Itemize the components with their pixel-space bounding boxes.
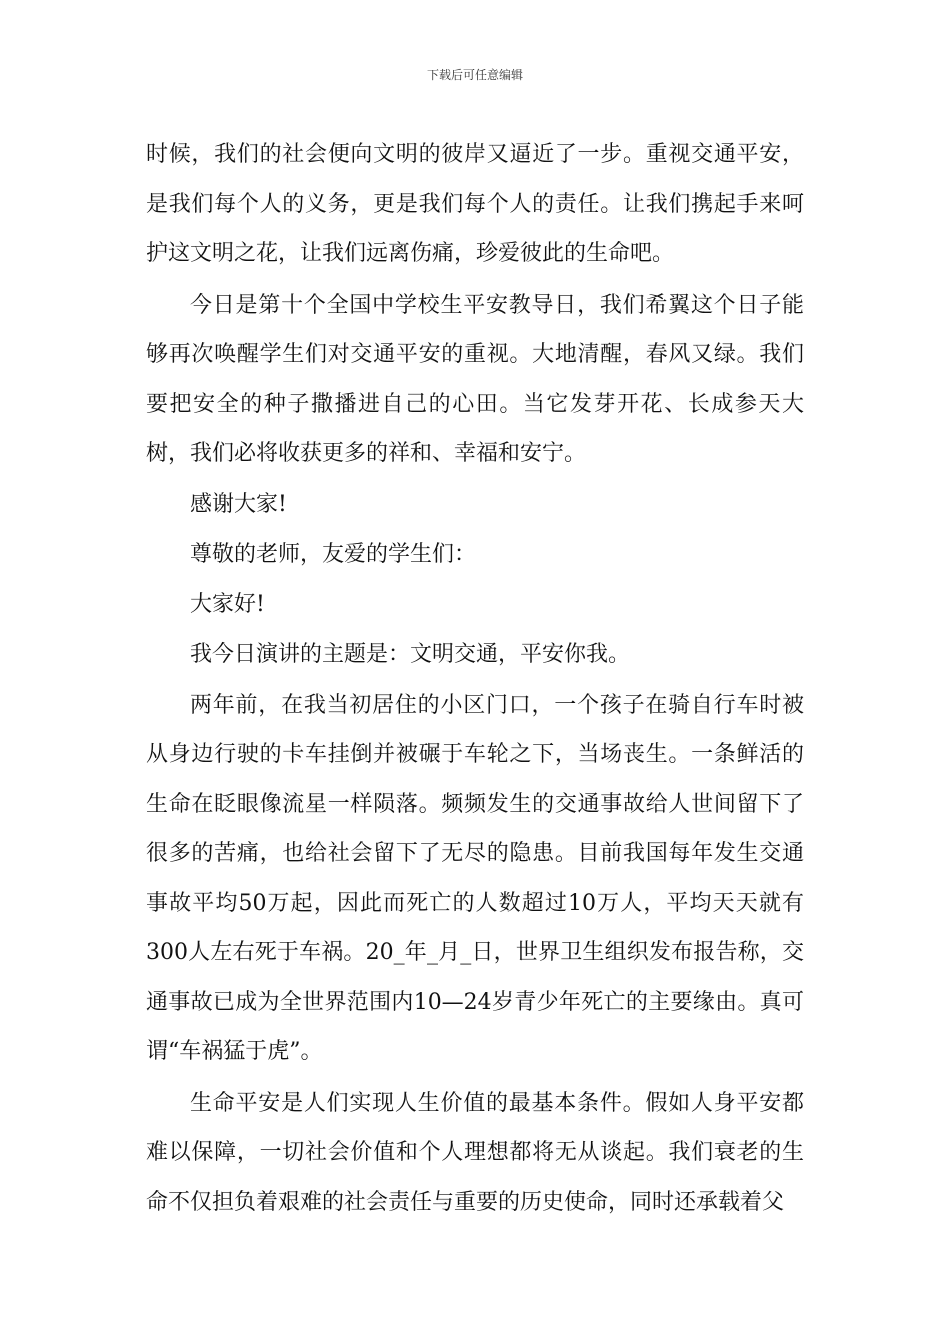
document-body — [146, 130, 804, 1227]
paragraph-salutation: 尊敬的老师，友爱的学生们： — [190, 541, 477, 567]
paragraph-topic: 我今日演讲的主题是：文明交通，平安你我。 — [190, 641, 631, 667]
paragraph-education-day: 今日是第十个全国中学校生平安教导日，我们希翼这个日子能够再次唤醒学生们对交通平安的重视。大地清醒，春风又绿。我们要把安全的种子撒播进自己的心田。当它发芽开花、长成参天大树，我们必将收获更多的祥和、幸福和安宁。 — [146, 292, 804, 466]
paragraph-value-of-life: 生命平安是人们实现人生价值的最基本条件。假如人身平安都难以保障，一切社会价值和个人理想都将无从谈起。我们衰老的生命不仅担负着艰难的社会责任与重要的历史使命，同时还承载着父 — [146, 1090, 804, 1215]
paragraph-thanks: 感谢大家! — [190, 491, 287, 517]
paragraph-story: 两年前，在我当初居住的小区门口，一个孩子在骑自行车时被从身边行驶的卡车挂倒并被碾于车轮之下，当场丧生。一条鲜活的生命在眨眼像流星一样陨落。频频发生的交通事故给人世间留下了很多的苦痛，也给社会留下了无尽的隐患。目前我国每年发生交通事故平均50万起，因此而死亡的人数超过10万人，平均天天就有300人左右死于车祸。20_年_月_日，世界卫生组织发布报告称，交通事故已成为全世界范围内10—24岁青少年死亡的主要缘由。真可谓“车祸猛于虎”。 — [146, 692, 804, 1064]
paragraph-continuation: 时候，我们的社会便向文明的彼岸又逼近了一步。重视交通平安，是我们每个人的义务，更是我们每个人的责任。让我们携起手来呵护这文明之花，让我们远离伤痛，珍爱彼此的生命吧。 — [146, 142, 804, 266]
paragraph-greeting: 大家好! — [190, 591, 265, 617]
page-header: 下载后可任意编辑 — [426, 68, 523, 82]
